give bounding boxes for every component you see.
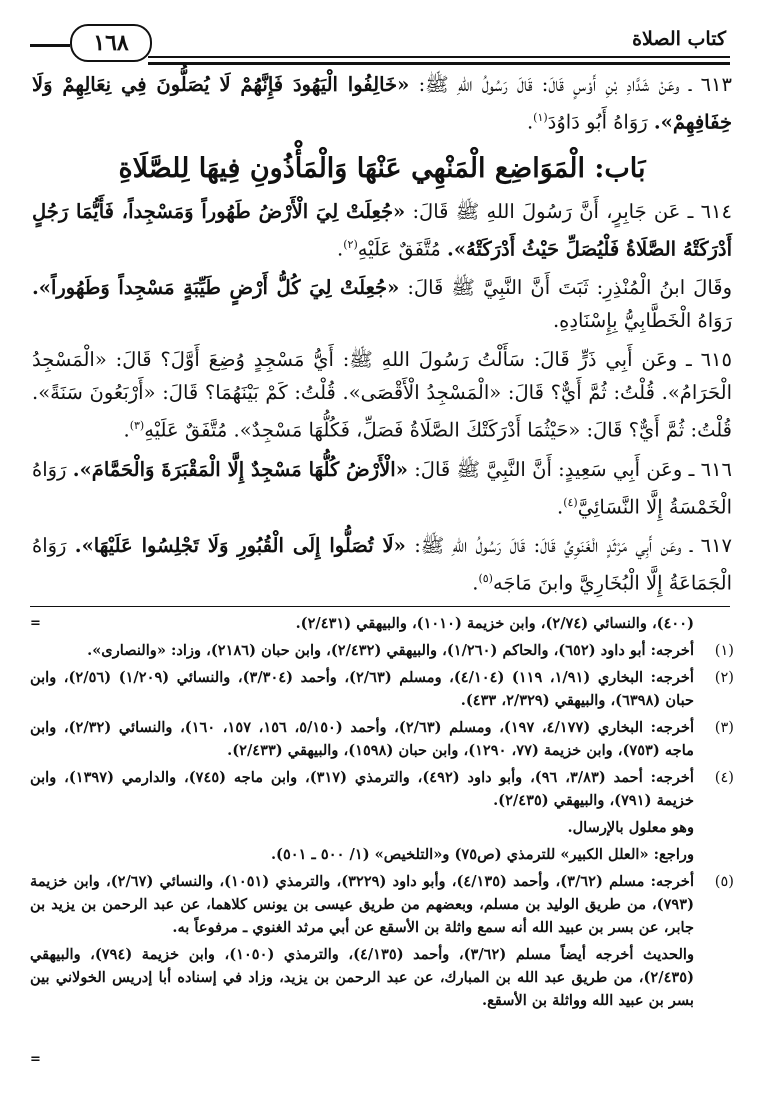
hadith-number: ٦١٤ ـ xyxy=(687,199,732,223)
hadith-source: رَوَاهُ الْجَمَاعَةُ إِلَّا الْبُخَارِيَّ وابنَ مَاجَه xyxy=(32,534,732,595)
footnote-divider xyxy=(30,606,730,607)
page-number: ١٦٨ xyxy=(70,24,152,62)
hadith-613: ٦١٣ ـ وعَنْ شَدَّادِ بْنِ أَوْسٍ قَالَ: قَالَ رَسُولُ اللهِ ﷺ: «خَالِفُوا الْيَهُودَ فَإِنَّهُمْ لَا يُصَلُّونَ فِي نِعَالِهِمْ وَلَا خِفَافِهِمْ». رَوَاهُ أَبُو دَاوُدَ$^{(١)}$. xyxy=(32,73,732,134)
footnote-ref: (٤) xyxy=(563,495,578,509)
footnote-label: (٥) xyxy=(714,873,734,890)
hadith-number: ٦١٥ ـ xyxy=(686,348,732,371)
footnote-ref: (٣) xyxy=(129,419,145,432)
footnote-label: (٣) xyxy=(714,719,734,736)
page-header xyxy=(30,22,730,66)
footnote-4-note: وهو معلول بالإرسال. xyxy=(567,819,694,836)
hadith-616: ٦١٦ ـ وعَن أَبِي سَعِيدٍ: أَنَّ النَّبِيَّ ﷺ قَالَ: «الْأَرْضُ كُلُّهَا مَسْجِدٌ إِلَّا الْمَقْبَرَةَ وَالْحَمَّامَ». رَوَاهُ الْخَمْسَةُ إِلَّا النَّسَائِيَّ$^{(٤)}$. xyxy=(32,457,733,518)
footnote-5-continuation: والحديث أخرجه أيضاً مسلم (٣/٦٢)، وأحمد (٤/١٣٥)، والترمذي (١٠٥٠)، وابن خزيمة (٧٩٤)، والبيهقي (٢/٤٣٥)، من طريق عبد الله بن المبارك، عن عبد الرحمن بن يزيد، وزاد في إسناده أبا إدريس الخولاني بين بسر بن عبيد الله وواثلة بن الأسقع. xyxy=(30,946,695,1009)
continued-marker: = xyxy=(30,1052,41,1067)
hadith-intro: وعَن أَبِي مَرْثَدٍ الْغَنَوِيِّ قَالَ: قَالَ رَسُولُ اللهِ ﷺ: xyxy=(414,534,682,557)
hadith-614: ٦١٤ ـ عَن جَابِرٍ، أَنَّ رَسُولَ اللهِ ﷺ قَالَ: «جُعِلَتْ لِيَ الْأَرْضُ طَهُوراً وَمَسْجِداً، فَأَيُّمَا رَجُلٍ أَدْرَكَتْهُ الصَّلَاةُ فَلْيُصَلِّ حَيْثُ أَدْرَكَتْهُ». مُتَّفَقٌ عَلَيْهِ$^{(٢)}$. xyxy=(32,199,732,260)
carry-marker: = xyxy=(30,616,41,631)
main-text xyxy=(32,68,732,606)
hadith-number: ٦١٣ ـ xyxy=(688,73,732,96)
hadith-source: رَوَاهُ الْخَمْسَةُ إِلَّا النَّسَائِيَّ xyxy=(32,457,732,518)
header-rule xyxy=(148,56,730,58)
hadith-number: ٦١٧ ـ xyxy=(689,534,733,557)
hadith-text: «الْأَرْضُ كُلُّهَا مَسْجِدٌ إِلَّا الْمَقْبَرَةَ وَالْحَمَّامَ». xyxy=(72,457,408,481)
footnote-5 xyxy=(30,870,734,939)
hadith-source: مُتَّفَقٌ عَلَيْهِ xyxy=(144,418,228,442)
hadith-source: رَوَاهُ أَبُو دَاوُدَ xyxy=(547,110,648,134)
chapter-title: بَاب: الْمَوَاضِع الْمَنْهِي عَنْهَا وَالْمَأْذُونِ فِيهَا لِلصَّلَاةِ xyxy=(118,152,646,184)
hadith-text: «جُعِلَتْ لِيَ الْأَرْضُ طَهُوراً وَمَسْجِداً، فَأَيُّمَا رَجُلٍ أَدْرَكَتْهُ الصَّلَاةُ فَلْيُصَلِّ حَيْثُ أَدْرَكَتْهُ». xyxy=(32,199,732,260)
hadith-intro: وقَالَ ابنُ الْمُنْذِرِ: ثَبَتَ أَنَّ النَّبِيَّ ﷺ قَالَ: xyxy=(407,276,732,299)
footnote-4 xyxy=(30,766,734,812)
hadith-617: ٦١٧ ـ وعَن أَبِي مَرْثَدٍ الْغَنَوِيِّ قَالَ: قَالَ رَسُولُ اللهِ ﷺ: «لَا تُصَلُّوا إِلَى الْقُبُورِ وَلَا تَجْلِسُوا عَلَيْهَا». رَوَاهُ الْجَمَاعَةُ إِلَّا الْبُخَارِيَّ وابنَ مَاجَه$^{(٥)}$. xyxy=(32,534,733,595)
hadith-intro: عَن جَابِرٍ، أَنَّ رَسُولَ اللهِ ﷺ قَالَ: xyxy=(412,199,681,223)
footnote-ref: (١) xyxy=(533,111,548,124)
hadith-614-addendum xyxy=(32,271,732,337)
footnote-label: (٤) xyxy=(714,769,734,786)
footnote-text: أخرجه: أبو داود (٦٥٢)، والحاكم (١/٢٦٠)، والبيهقي (٢/٤٣٢)، وابن حبان (٢١٨٦)، وزاد: «والنصارى». xyxy=(87,642,694,659)
hadith-source: مُتَّفَقٌ عَلَيْهِ xyxy=(357,237,441,260)
hadith-intro: وعَن أَبِي سَعِيدٍ: أَنَّ النَّبِيَّ ﷺ قَالَ: xyxy=(414,457,683,481)
footnote-carryover: (٤٠٠)، والنسائي (٢/٧٤)، وابن خزيمة (١٠١٠)، والبيهقي (٢/٤٣١). xyxy=(295,615,694,632)
footnote-2 xyxy=(30,666,734,712)
hadith-615: ٦١٥ ـ وعَن أَبِي ذَرٍّ قَالَ: سَأَلْتُ رَسُولَ اللهِ ﷺ: أَيُّ مَسْجِدٍ وُضِعَ أَوَّلَ؟ قَالَ: «الْمَسْجِدُ الْحَرَامُ». قُلْتُ: ثُمَّ أَيٌّ؟ قَالَ: «الْمَسْجِدُ الْأَقْصَى». قُلْتُ: كَمْ بَيْنَهُمَا؟ قَالَ: «أَرْبَعُونَ سَنَةً». قُلْتُ: ثُمَّ أَيٌّ؟ قَالَ: «حَيْثُمَا أَدْرَكَتْكَ الصَّلَاةُ فَصَلِّ، فَكُلُّهَا مَسْجِدٌ». مُتَّفَقٌ عَلَيْهِ$^{(٣)}$. xyxy=(32,348,732,442)
hadith-text: وعَن أَبِي ذَرٍّ قَالَ: سَأَلْتُ رَسُولَ اللهِ ﷺ: أَيُّ مَسْجِدٍ وُضِعَ أَوَّلَ؟ قَالَ: «الْمَسْجِدُ الْحَرَامُ». قُلْتُ: ثُمَّ أَيٌّ؟ قَالَ: «الْمَسْجِدُ الْأَقْصَى». قُلْتُ: كَمْ بَيْنَهُمَا؟ قَالَ: «أَرْبَعُونَ سَنَةً». قُلْتُ: ثُمَّ أَيٌّ؟ قَالَ: «حَيْثُمَا أَدْرَكَتْكَ الصَّلَاةُ فَصَلِّ، فَكُلُّهَا مَسْجِدٌ». xyxy=(32,348,732,442)
header-left-rule xyxy=(30,44,70,47)
footnote-text: أخرجه: البخاري (١/٩١، ١١٩) (٤/١٠٤)، ومسلم (٢/٦٣)، وأحمد (٣/٣٠٤)، والنسائي (١/٢٠٩) (٢/٥٦)، وابن حبان (٦٣٩٨)، والبيهقي (٢/٣٢٩، ٤٣٣). xyxy=(30,669,694,709)
running-title: كتاب الصلاة xyxy=(632,28,726,50)
footnote-text: أخرجه: أحمد (٣/٨٣، ٩٦)، وأبو داود (٤٩٢)، والترمذي (٣١٧)، وابن ماجه (٧٤٥)، والدارمي (١٣٩٧)، وابن خزيمة (٧٩١)، والبيهقي (٢/٤٣٥). xyxy=(30,769,694,809)
hadith-text: «جُعِلَتْ لِيَ كُلُّ أَرْضٍ طَيِّبَةٍ مَسْجِداً وَطَهُوراً». xyxy=(32,276,400,299)
hadith-text: «لَا تُصَلُّوا إِلَى الْقُبُورِ وَلَا تَجْلِسُوا عَلَيْهَا». xyxy=(74,534,406,557)
footnote-text: أخرجه: البخاري (٤/١٧٧، ١٩٧)، ومسلم (٢/٦٣)، وأحمد (٥/١٥٠، ١٥٦، ١٥٧، ١٦٠)، والنسائي (٢/٣٢)، وابن ماجه (٧٥٣)، وابن خزيمة (٧٧، ١٢٩٠)، وابن حبان (١٥٩٨)، والبيهقي (٢/٤٣٣). xyxy=(30,719,695,759)
hadith-intro: وعَنْ شَدَّادِ بْنِ أَوْسٍ قَالَ: قَالَ رَسُولُ اللهِ ﷺ: xyxy=(418,73,680,96)
hadith-number: ٦١٦ ـ xyxy=(688,457,733,481)
footnote-4-reference: وراجع: «العلل الكبير» للترمذي (ص٧٥) و«التلخيص» (١/ ٥٠٠ ـ ٥٠١). xyxy=(270,846,694,863)
footnote-text: أخرجه: مسلم (٣/٦٢)، وأحمد (٤/١٣٥)، وأبو داود (٣٢٢٩)، والترمذي (١٠٥١)، والنسائي (٢/٦٧)، وابن خزيمة (٧٩٣)، من طريق الوليد بن مسلم، وبعضهم من طريق عيسى بن يونس كلاهما، عن عبد الرحمن بن يزيد بن جابر، عن بسر بن عبيد الله أنه سمع واثلة بن الأسقع عن أبي مرثد الغنوي ـ مرفوعاً به. xyxy=(30,873,695,936)
footnote-label: (١) xyxy=(714,642,734,659)
header-rule-thick xyxy=(148,62,730,65)
footnote-ref: (٢) xyxy=(343,237,358,251)
footnote-1 xyxy=(30,639,734,662)
footnote-label: (٢) xyxy=(714,669,734,686)
footnotes xyxy=(30,612,734,1016)
footnote-ref: (٥) xyxy=(478,572,493,585)
hadith-source: رَوَاهُ الْخَطَّابِيُّ بِإِسْنَادِهِ. xyxy=(552,309,732,332)
footnote-3 xyxy=(30,716,734,762)
hadith-text: «خَالِفُوا الْيَهُودَ فَإِنَّهُمْ لَا يُصَلُّونَ فِي نِعَالِهِمْ وَلَا خِفَافِهِمْ». xyxy=(32,73,732,134)
